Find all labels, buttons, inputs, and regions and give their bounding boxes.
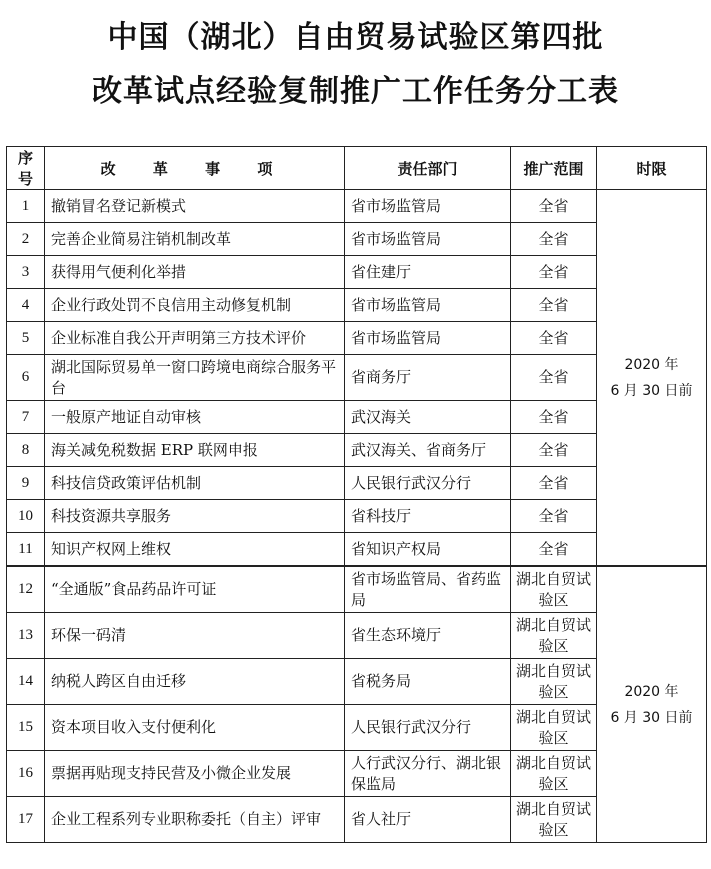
row-dept: 省市场监管局、省药监局 <box>345 566 511 613</box>
row-scope: 湖北自贸试验区 <box>511 566 597 613</box>
row-item: 企业行政处罚不良信用主动修复机制 <box>45 289 345 322</box>
row-dept: 省市场监管局 <box>345 223 511 256</box>
row-item: 纳税人跨区自由迁移 <box>45 659 345 705</box>
row-scope: 全省 <box>511 322 597 355</box>
row-dept: 人民银行武汉分行 <box>345 705 511 751</box>
row-num: 6 <box>7 355 45 401</box>
row-item: 票据再贴现支持民营及小微企业发展 <box>45 751 345 797</box>
row-dept: 省人社厅 <box>345 797 511 843</box>
header-row <box>7 147 707 190</box>
header-scope: 推广范围 <box>511 147 597 190</box>
row-num: 10 <box>7 500 45 533</box>
row-item: 知识产权网上维权 <box>45 533 345 567</box>
title-line-1: 中国（湖北）自由贸易试验区第四批 <box>107 20 604 55</box>
row-item: 企业工程系列专业职称委托（自主）评审 <box>45 797 345 843</box>
row-dept: 省市场监管局 <box>345 289 511 322</box>
row-item: 科技信贷政策评估机制 <box>45 467 345 500</box>
header-item: 改 革 事 项 <box>45 147 345 190</box>
row-scope: 湖北自贸试验区 <box>511 705 597 751</box>
row-item: 环保一码清 <box>45 613 345 659</box>
table-row <box>7 566 707 613</box>
deadline-cell-2 <box>597 566 707 843</box>
row-num: 7 <box>7 401 45 434</box>
task-table <box>6 146 707 843</box>
row-num: 17 <box>7 797 45 843</box>
row-dept: 省住建厅 <box>345 256 511 289</box>
row-scope: 全省 <box>511 533 597 567</box>
row-dept: 武汉海关 <box>345 401 511 434</box>
row-dept: 省科技厅 <box>345 500 511 533</box>
header-dept: 责任部门 <box>345 147 511 190</box>
row-num: 14 <box>7 659 45 705</box>
row-num: 2 <box>7 223 45 256</box>
row-item: 企业标准自我公开声明第三方技术评价 <box>45 322 345 355</box>
row-scope: 全省 <box>511 256 597 289</box>
row-scope: 湖北自贸试验区 <box>511 797 597 843</box>
row-item: 完善企业简易注销机制改革 <box>45 223 345 256</box>
row-item: 科技资源共享服务 <box>45 500 345 533</box>
row-num: 13 <box>7 613 45 659</box>
row-scope: 全省 <box>511 401 597 434</box>
row-num: 4 <box>7 289 45 322</box>
row-scope: 湖北自贸试验区 <box>511 613 597 659</box>
deadline-2-year: 2020 年 <box>624 683 679 700</box>
row-scope: 全省 <box>511 289 597 322</box>
row-dept: 武汉海关、省商务厅 <box>345 434 511 467</box>
row-num: 3 <box>7 256 45 289</box>
row-dept: 省生态环境厅 <box>345 613 511 659</box>
row-dept: 省税务局 <box>345 659 511 705</box>
row-item: 资本项目收入支付便利化 <box>45 705 345 751</box>
row-num: 12 <box>7 566 45 613</box>
row-item: “全通版”食品药品许可证 <box>45 566 345 613</box>
row-num: 5 <box>7 322 45 355</box>
row-item: 一般原产地证自动审核 <box>45 401 345 434</box>
header-time: 时限 <box>597 147 707 190</box>
row-scope: 全省 <box>511 223 597 256</box>
deadline-cell-1 <box>597 190 707 567</box>
row-scope: 全省 <box>511 434 597 467</box>
deadline-1-year: 2020 年 <box>624 356 679 373</box>
row-item: 湖北国际贸易单一窗口跨境电商综合服务平台 <box>45 355 345 401</box>
header-num: 序号 <box>7 147 45 190</box>
row-scope: 全省 <box>511 355 597 401</box>
row-scope: 湖北自贸试验区 <box>511 659 597 705</box>
row-dept: 人民银行武汉分行 <box>345 467 511 500</box>
deadline-2-date: 6 月 30 日前 <box>610 709 693 726</box>
row-num: 16 <box>7 751 45 797</box>
row-dept: 省市场监管局 <box>345 190 511 223</box>
row-dept: 省知识产权局 <box>345 533 511 567</box>
row-num: 15 <box>7 705 45 751</box>
row-item: 海关减免税数据 ERP 联网申报 <box>45 434 345 467</box>
row-scope: 全省 <box>511 467 597 500</box>
row-dept: 省市场监管局 <box>345 322 511 355</box>
row-item: 撤销冒名登记新模式 <box>45 190 345 223</box>
deadline-1-date: 6 月 30 日前 <box>610 382 693 399</box>
title-line-2: 改革试点经验复制推广工作任务分工表 <box>92 74 619 109</box>
row-scope: 全省 <box>511 500 597 533</box>
table-row <box>7 190 707 223</box>
row-scope: 湖北自贸试验区 <box>511 751 597 797</box>
row-num: 1 <box>7 190 45 223</box>
row-dept: 人行武汉分行、湖北银保监局 <box>345 751 511 797</box>
row-num: 8 <box>7 434 45 467</box>
row-item: 获得用气便利化举措 <box>45 256 345 289</box>
row-num: 9 <box>7 467 45 500</box>
row-scope: 全省 <box>511 190 597 223</box>
row-num: 11 <box>7 533 45 567</box>
row-dept: 省商务厅 <box>345 355 511 401</box>
